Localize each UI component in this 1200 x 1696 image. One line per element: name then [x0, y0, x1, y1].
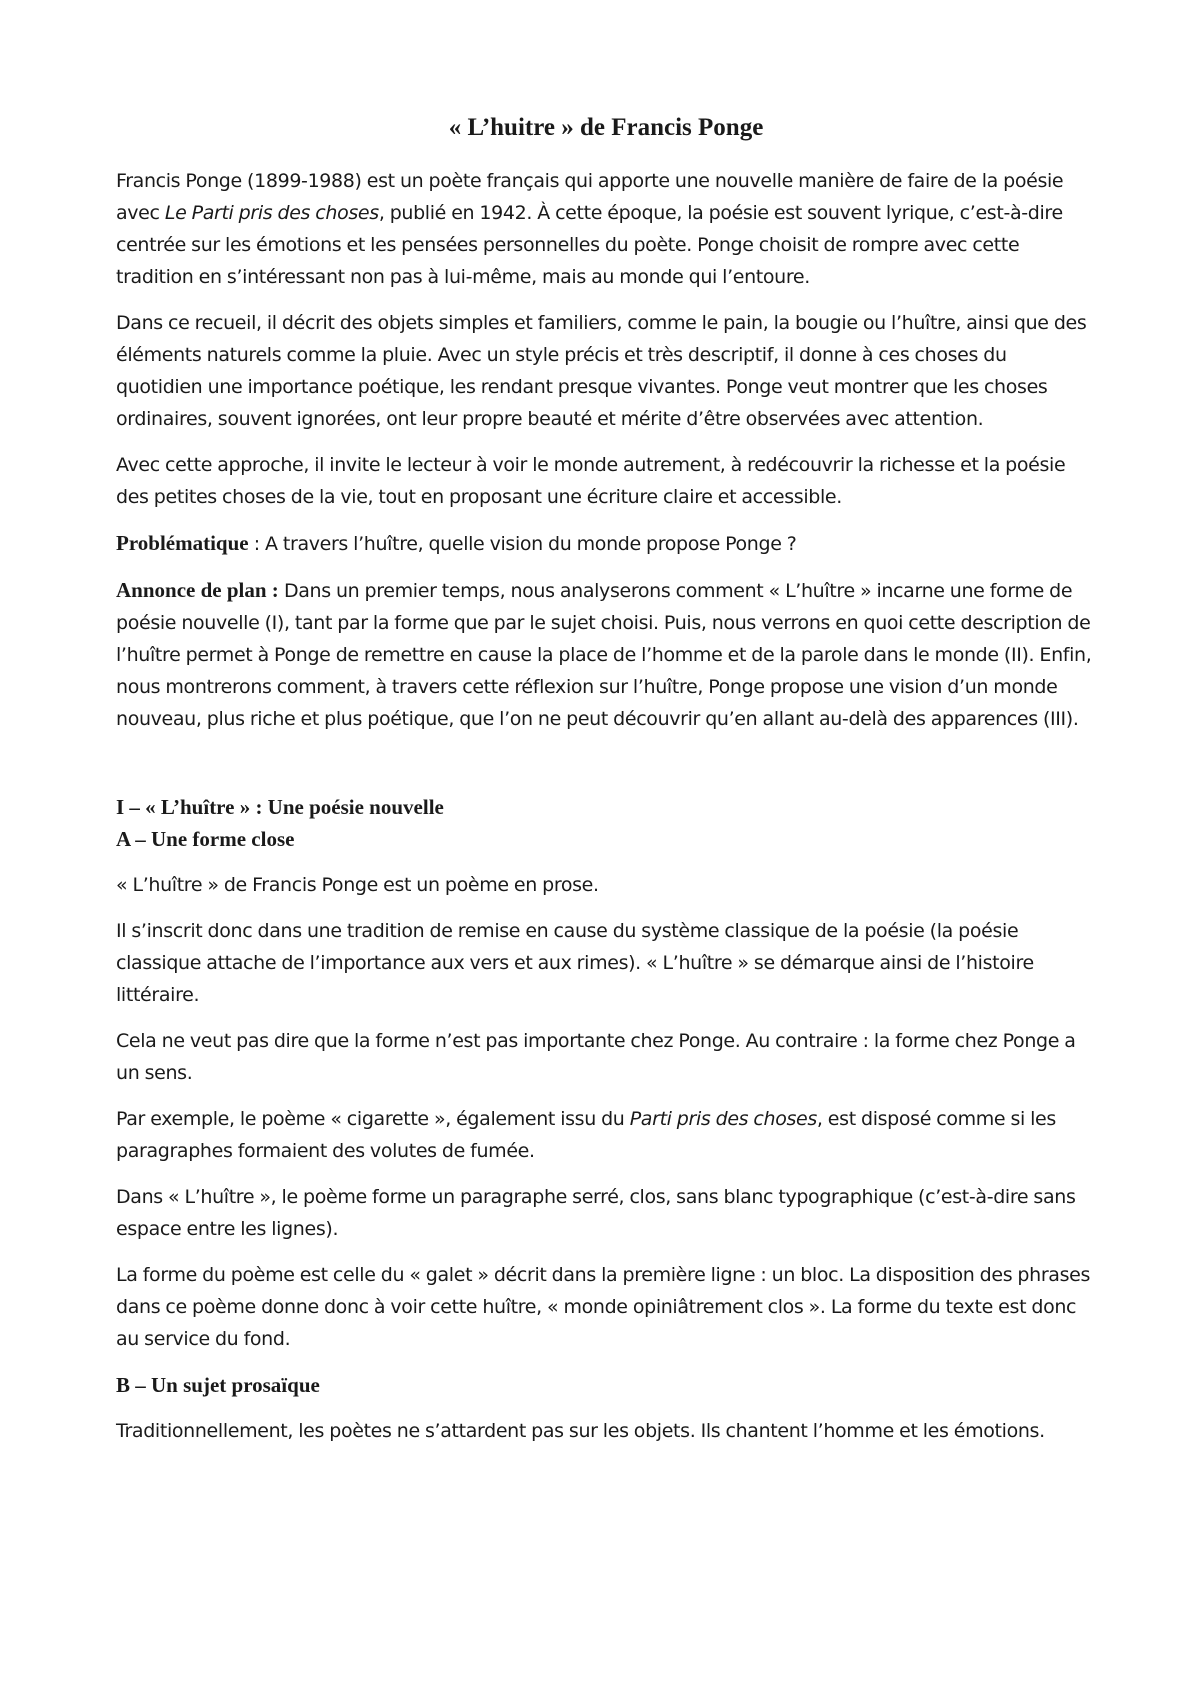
section-a-heading: A – Une forme close — [116, 827, 295, 851]
section-a-p4-text-a: Par exemple, le poème « cigarette », également issu du — [116, 1108, 630, 1130]
section-a-p4-text-b: , est disposé comme si les paragraphes formaient des volutes de fumée. — [116, 1108, 1056, 1162]
annonce-paragraph — [116, 574, 1096, 735]
section-a-paragraph-2: Il s’inscrit donc dans une tradition de remise en cause du système classique de la poésie (la poésie classique attache de l’importance aux vers et aux rimes). « L’huître » se démarque ainsi de l’histoire littéraire. — [116, 920, 1034, 1006]
section-spacer — [116, 749, 1096, 791]
intro-p1-text-b: , publié en 1942. À cette époque, la poésie est souvent lyrique, c’est-à-dire centrée sur les émotions et les pensées personnelles du poète. Ponge choisit de rompre avec cette tradition en s’intéressant non pas à lui-même, mais au monde qui l’entoure. — [116, 202, 1063, 288]
section-a-p4-book-title: Parti pris des choses — [629, 1108, 817, 1130]
intro-p1-book-title: Le Parti pris des choses — [164, 202, 379, 224]
section-b-paragraph-1: Traditionnellement, les poètes ne s’attardent pas sur les objets. Ils chantent l’homme et les émotions. — [116, 1420, 1045, 1442]
section-a-paragraph-1: « L’huître » de Francis Ponge est un poème en prose. — [116, 874, 599, 896]
problematique-text: : A travers l’huître, quelle vision du monde propose Ponge ? — [248, 533, 797, 555]
intro-p1-text-a: Francis Ponge (1899-1988) est un poète français qui apporte une nouvelle manière de faire de la poésie avec — [116, 170, 1064, 224]
problematique-paragraph — [116, 527, 1096, 560]
annonce-text: Dans un premier temps, nous analyserons comment « L’huître » incarne une forme de poésie nouvelle (I), tant par la forme que par le sujet choisi. Puis, nous verrons en quoi cette description de l’huître permet à Ponge de remettre en cause la place de l’homme et de la parole dans le monde (II). Enfin, nous montrerons comment, à travers cette réflexion sur l’huître, Ponge propose une vision d’un monde nouveau, plus riche et plus poétique, que l’on ne peut découvrir qu’en allant au-delà des apparences (III). — [116, 580, 1092, 730]
annonce-label: Annonce de plan : — [116, 578, 279, 602]
intro-paragraph-3: Avec cette approche, il invite le lecteur à voir le monde autrement, à redécouvrir la richesse et la poésie des petites choses de la vie, tout en proposant une écriture claire et accessible. — [116, 454, 1066, 508]
intro-paragraph-2: Dans ce recueil, il décrit des objets simples et familiers, comme le pain, la bougie ou l’huître, ainsi que des éléments naturels comme la pluie. Avec un style précis et très descriptif, il donne à ces choses du quotidien une importance poétique, les rendant presque vivantes. Ponge veut montrer que les choses ordinaires, souvent ignorées, ont leur propre beauté et mérite d’être observées avec attention. — [116, 312, 1087, 430]
problematique-label: Problématique — [116, 531, 249, 555]
section-a-paragraph-5: Dans « L’huître », le poème forme un paragraphe serré, clos, sans blanc typographique (c’est-à-dire sans espace entre les lignes). — [116, 1186, 1076, 1240]
section-a-paragraph-4 — [116, 1103, 1096, 1167]
part1-heading: I – « L’huître » : Une poésie nouvelle — [116, 795, 444, 819]
section-a-paragraph-6: La forme du poème est celle du « galet » décrit dans la première ligne : un bloc. La disposition des phrases dans ce poème donne donc à voir cette huître, « monde opiniâtrement clos ». La forme du texte est donc au service du fond. — [116, 1264, 1091, 1350]
section-a-paragraph-3: Cela ne veut pas dire que la forme n’est pas importante chez Ponge. Au contraire : la forme chez Ponge a un sens. — [116, 1030, 1076, 1084]
document-title: « L’huitre » de Francis Ponge — [448, 114, 764, 141]
intro-paragraph-1 — [116, 165, 1096, 293]
document-page — [116, 112, 1096, 1461]
section-b-heading: B – Un sujet prosaïque — [116, 1373, 320, 1397]
